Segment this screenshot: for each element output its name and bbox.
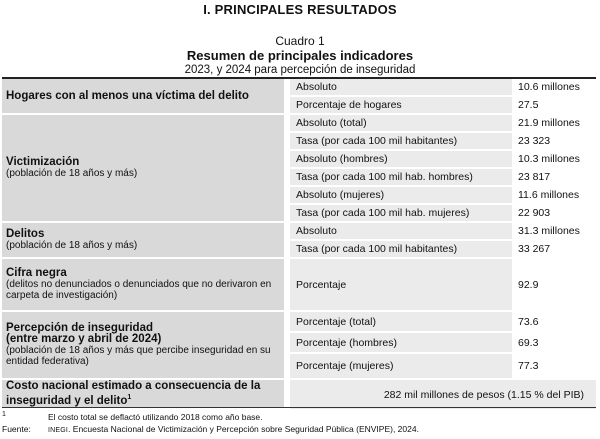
table-row: [2, 258, 596, 311]
footnote-number: 1: [2, 411, 6, 418]
table-row: [2, 379, 596, 409]
category-cifra-negra: [2, 258, 284, 311]
table-row: [2, 79, 596, 96]
indicator-value: 27.5: [512, 96, 596, 114]
indicator-label: Absoluto (mujeres): [290, 186, 512, 204]
source-text: . Encuesta Nacional de Victimización y Percepción sobre Seguridad Pública (ENVIPE), 2024.: [68, 424, 419, 434]
indicator-value: 77.3: [512, 353, 596, 379]
category-title: Percepción de inseguridad: [6, 322, 153, 334]
category-note: (población de 18 años y más que percibe inseguridad en su entidad federativa): [6, 345, 271, 367]
category-note: (población de 18 años y más): [6, 240, 138, 251]
cuadro-label: Cuadro 1: [275, 34, 325, 48]
indicator-label: Porcentaje (hombres): [290, 332, 512, 353]
indicator-value: 69.3: [512, 332, 596, 353]
category-note: (población de 18 años y más): [6, 168, 138, 179]
cost-value: 282 mil millones de pesos (1.15 % del PIB): [290, 379, 596, 409]
table-row: [2, 114, 596, 132]
indicator-label: Tasa (por cada 100 mil habitantes): [290, 240, 512, 258]
section-title: I. PRINCIPALES RESULTADOS: [203, 2, 397, 17]
category-delitos: [2, 222, 284, 258]
source-label: Fuente:: [2, 424, 31, 434]
indicator-label: Tasa (por cada 100 mil habitantes): [290, 132, 512, 150]
indicator-value: 10.3 millones: [512, 150, 596, 168]
table-row: [2, 311, 596, 332]
category-title: Hogares con al menos una víctima del delito: [6, 89, 249, 102]
category-title: Delitos: [6, 228, 45, 240]
table-row: [2, 222, 596, 240]
category-title: Cifra negra: [6, 267, 67, 279]
footnote-mark: [2, 411, 48, 422]
indicator-label: Porcentaje (mujeres): [290, 353, 512, 379]
category-title-period: (entre marzo y abril de 2024): [6, 333, 162, 345]
indicator-label: Porcentaje: [290, 258, 512, 311]
indicator-value: 73.6: [512, 311, 596, 332]
indicator-value: 10.6 millones: [512, 79, 596, 96]
indicator-value: 92.9: [512, 258, 596, 311]
footnote: [2, 411, 598, 422]
indicator-value: 21.9 millones: [512, 114, 596, 132]
source-org: INEGI: [48, 427, 69, 434]
indicator-value: 23 323: [512, 132, 596, 150]
category-title: Victimización: [6, 156, 80, 168]
indicator-label: Absoluto: [290, 79, 512, 96]
indicator-label: Porcentaje de hogares: [290, 96, 512, 114]
indicator-label: Absoluto: [290, 222, 512, 240]
table-bottom-rule: [2, 407, 596, 408]
footnote-reference: 1: [127, 394, 132, 402]
indicator-label: Absoluto (total): [290, 114, 512, 132]
indicators-table: [2, 79, 596, 410]
indicator-label: Tasa (por cada 100 mil hab. hombres): [290, 168, 512, 186]
indicator-value: 33 267: [512, 240, 596, 258]
footnote-text: El costo total se deflactó utilizando 2018 como año base.: [48, 411, 263, 422]
indicator-label: Porcentaje (total): [290, 311, 512, 332]
category-percepcion: [2, 311, 284, 379]
indicator-value: 31.3 millones: [512, 222, 596, 240]
table-subtitle: 2023, y 2024 para percepción de inseguridad: [184, 64, 416, 76]
category-hogares: [2, 79, 284, 114]
category-title: [6, 381, 284, 407]
category-note: (delitos no denunciados o denunciados que no derivaron en carpeta de investigación): [6, 279, 272, 301]
indicator-value: 11.6 millones: [512, 186, 596, 204]
table-title: Resumen de principales indicadores: [186, 48, 414, 63]
source-note: [2, 424, 598, 434]
category-costo: [2, 379, 284, 409]
indicator-label: Absoluto (hombres): [290, 150, 512, 168]
indicator-value: 22 903: [512, 204, 596, 222]
indicator-label: Tasa (por cada 100 mil hab. mujeres): [290, 204, 512, 222]
category-victimizacion: [2, 114, 284, 222]
category-title-text: Costo nacional estimado a consecuencia de la inseguridad y el delito: [6, 380, 261, 407]
indicator-value: 23 817: [512, 168, 596, 186]
